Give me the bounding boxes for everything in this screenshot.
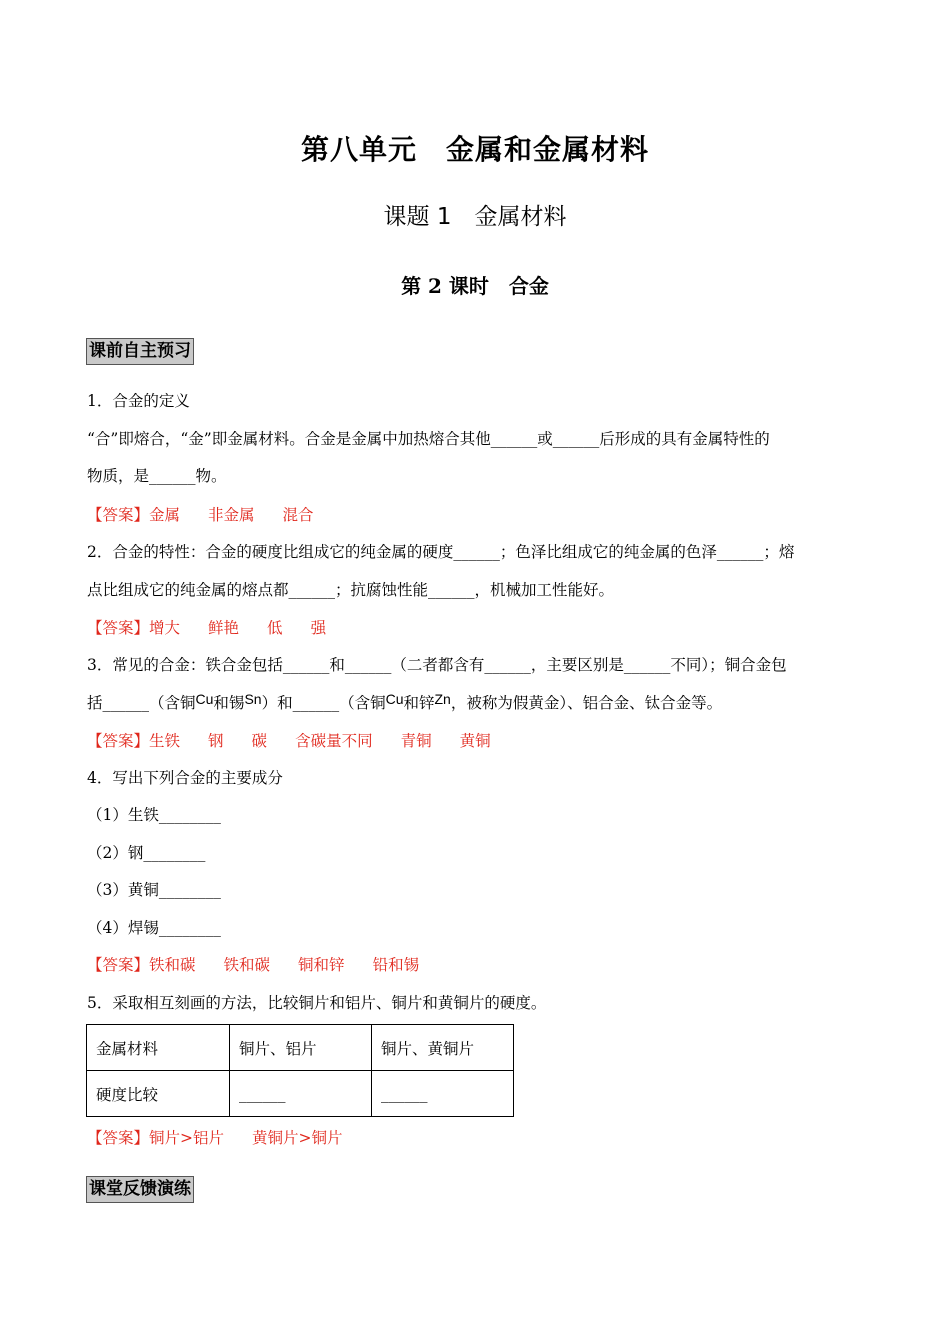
table-cell: 铜片、铝片 xyxy=(230,1025,372,1071)
table-cell: ______ xyxy=(372,1071,514,1117)
table-cell: 硬度比较 xyxy=(87,1071,230,1117)
q3-text-line2: 括______（含铜Cu和锡Sn）和______（含铜Cu和锌Zn，被称为假黄金）、铝合金、钛合金等。 xyxy=(87,691,723,712)
lesson-title: 第 2 课时 合金 xyxy=(401,274,549,298)
q2-answer: 【答案】增大 鲜艳 低 强 xyxy=(87,619,327,637)
chem-symbol-zn: Zn xyxy=(434,691,451,707)
q5-answer: 【答案】铜片>铝片 黄铜片>铜片 xyxy=(87,1129,343,1147)
chem-symbol-cu: Cu xyxy=(385,691,404,707)
q3-answer: 【答案】生铁 钢 碳 含碳量不同 青铜 黄铜 xyxy=(87,732,491,750)
q1-title: 1．合金的定义 xyxy=(87,392,190,410)
chem-symbol-sn: Sn xyxy=(244,691,262,707)
section-preview-tag: 课前自主预习 xyxy=(86,338,194,365)
q3-text-line1: 3．常见的合金：铁合金包括______和______（二者都含有______，主要区别是______不同）；铜合金包 xyxy=(87,656,787,674)
hardness-table xyxy=(86,1024,514,1117)
chem-symbol-cu: Cu xyxy=(195,691,214,707)
table-cell: ______ xyxy=(230,1071,372,1117)
table-cell: 铜片、黄铜片 xyxy=(372,1025,514,1071)
answer-label: 【答案】 xyxy=(87,956,150,974)
answer-label: 【答案】 xyxy=(87,506,150,524)
q1-text-line2: 物质，是______物。 xyxy=(87,467,227,485)
table-cell: 金属材料 xyxy=(87,1025,230,1071)
q4-item: （1）生铁________ xyxy=(87,806,221,824)
table-row xyxy=(87,1025,514,1071)
q2-text-line2: 点比组成它的纯金属的熔点都______；抗腐蚀性能______，机械加工性能好。 xyxy=(87,581,615,599)
answer-label: 【答案】 xyxy=(87,1129,150,1147)
q1-text-line1: “合”即熔合，“金”即金属材料。合金是金属中加热熔合其他______或______后形成的具有金属特性的 xyxy=(87,430,770,448)
q4-item: （4）焊锡________ xyxy=(87,919,221,937)
answer-label: 【答案】 xyxy=(87,732,150,750)
answer-label: 【答案】 xyxy=(87,619,150,637)
q1-answer: 【答案】金属 非金属 混合 xyxy=(87,506,314,524)
unit-title: 第八单元 金属和金属材料 xyxy=(300,133,649,166)
q4-item: （2）钢________ xyxy=(87,844,206,862)
q2-text-line1: 2．合金的特性：合金的硬度比组成它的纯金属的硬度______；色泽比组成它的纯金属的色泽______；熔 xyxy=(87,543,795,561)
q5-title: 5．采取相互刻画的方法，比较铜片和铝片、铜片和黄铜片的硬度。 xyxy=(87,994,547,1012)
table-row xyxy=(87,1071,514,1117)
section-feedback-tag: 课堂反馈演练 xyxy=(86,1176,194,1203)
q4-answer: 【答案】铁和碳 铁和碳 铜和锌 铅和锡 xyxy=(87,956,420,974)
q4-item: （3）黄铜________ xyxy=(87,881,221,899)
topic-title: 课题 1 金属材料 xyxy=(383,204,567,230)
q4-title: 4．写出下列合金的主要成分 xyxy=(87,769,283,787)
